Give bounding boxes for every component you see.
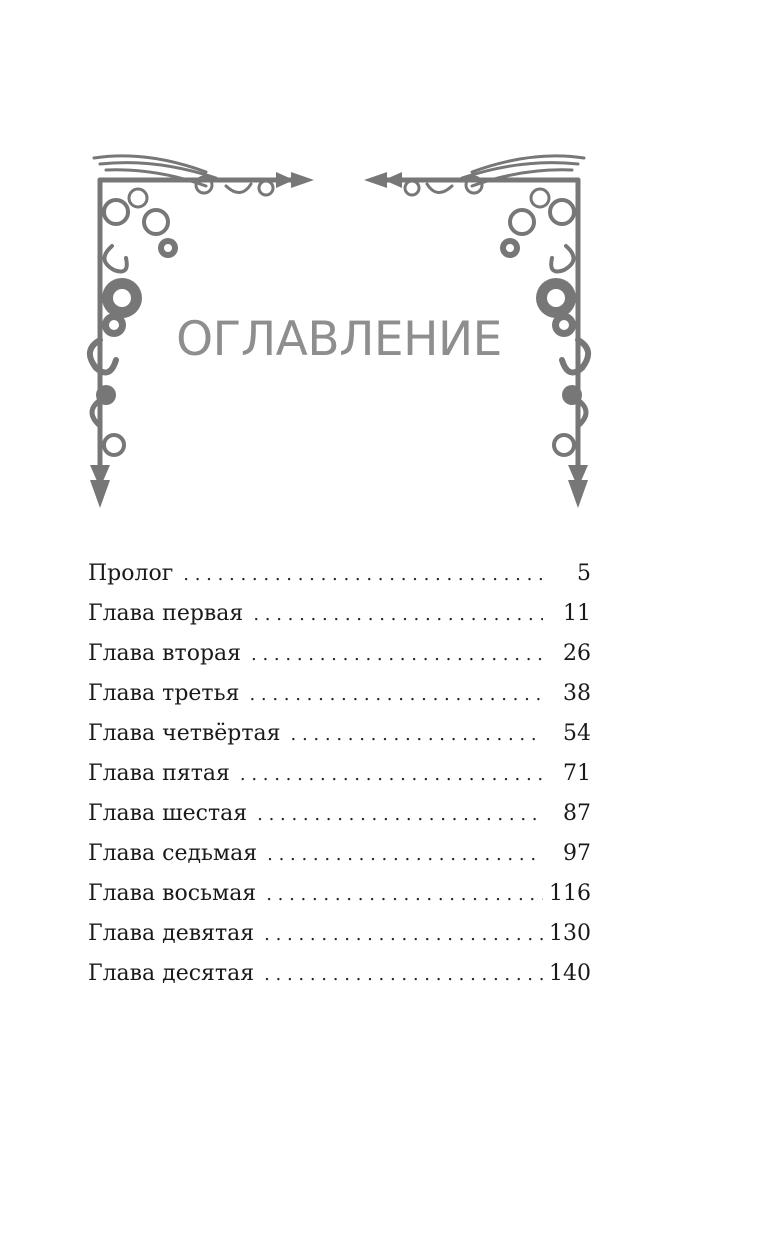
toc-row-chapter-4[interactable] [88, 721, 591, 761]
toc-page-number: 97 [563, 841, 591, 866]
toc-row-chapter-8[interactable] [88, 881, 591, 921]
toc-label: Глава третья [88, 681, 249, 706]
toc-page-number: 38 [563, 681, 591, 706]
toc-label: Пролог [88, 561, 183, 586]
toc-row-chapter-3[interactable] [88, 681, 591, 721]
toc-label: Глава пятая [88, 761, 240, 786]
toc-label: Глава шестая [88, 801, 257, 826]
toc-row-chapter-2[interactable] [88, 641, 591, 681]
toc-leader-dots [291, 724, 543, 745]
toc-leader-dots [249, 684, 543, 705]
toc-leader-dots [267, 844, 543, 865]
toc-row-chapter-1[interactable] [88, 601, 591, 641]
toc-leader-dots [266, 884, 543, 905]
page-title [0, 312, 678, 367]
toc-page-number: 54 [563, 721, 591, 746]
table-of-contents [88, 561, 591, 1001]
page-title-text: ОГЛАВЛЕНИЕ [176, 312, 502, 367]
toc-page-number: 116 [549, 881, 591, 906]
toc-leader-dots [240, 764, 543, 785]
toc-page-number: 130 [549, 921, 591, 946]
toc-label: Глава вторая [88, 641, 251, 666]
toc-label: Глава первая [88, 601, 253, 626]
toc-leader-dots [251, 644, 543, 665]
toc-row-prologue[interactable] [88, 561, 591, 601]
toc-label: Глава восьмая [88, 881, 266, 906]
toc-leader-dots [257, 804, 543, 825]
toc-row-chapter-10[interactable] [88, 961, 591, 1001]
toc-label: Глава десятая [88, 961, 264, 986]
toc-page-number: 140 [549, 961, 591, 986]
toc-page-number: 11 [563, 601, 591, 626]
toc-row-chapter-9[interactable] [88, 921, 591, 961]
toc-row-chapter-5[interactable] [88, 761, 591, 801]
toc-label: Глава девятая [88, 921, 264, 946]
toc-page-number: 71 [563, 761, 591, 786]
toc-leader-dots [264, 964, 543, 985]
toc-leader-dots [183, 564, 543, 585]
toc-page-number: 26 [563, 641, 591, 666]
toc-page-number: 5 [577, 561, 591, 586]
toc-row-chapter-7[interactable] [88, 841, 591, 881]
toc-page-number: 87 [563, 801, 591, 826]
toc-leader-dots [264, 924, 543, 945]
toc-leader-dots [253, 604, 543, 625]
toc-label: Глава седьмая [88, 841, 267, 866]
toc-row-chapter-6[interactable] [88, 801, 591, 841]
toc-label: Глава четвёртая [88, 721, 291, 746]
